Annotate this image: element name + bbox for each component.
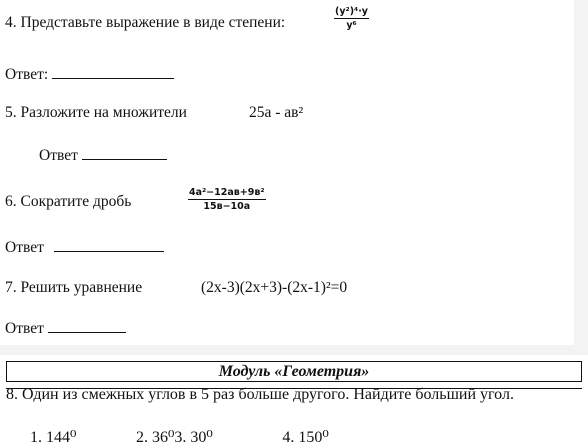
module-title: Модуль «Геометрия» xyxy=(6,361,582,382)
task-4 xyxy=(5,14,285,32)
task-8-text: 8. Один из смежных углов в 5 раз больше другого. Найдите больший угол. xyxy=(6,386,514,403)
task-4-numerator: (y²)⁴·y xyxy=(335,6,368,17)
answer-6 xyxy=(5,237,164,257)
task-4-text: Представьте выражение в виде степени: xyxy=(20,14,286,31)
answer-4-blank[interactable] xyxy=(52,64,174,79)
task-8-option-1[interactable]: 1. 144⁰ xyxy=(30,429,77,446)
task-8-option-2[interactable]: 2. 36⁰ xyxy=(136,429,175,446)
answer-5-label: Ответ xyxy=(39,147,78,164)
answer-4 xyxy=(5,64,174,84)
task-6 xyxy=(5,193,131,211)
answer-7-label: Ответ xyxy=(5,320,44,337)
task-7-number: 7. xyxy=(5,279,17,296)
answer-6-label: Ответ xyxy=(5,239,44,256)
answer-6-blank[interactable] xyxy=(54,237,164,252)
task-6-number: 6. xyxy=(5,193,17,210)
task-4-fraction xyxy=(334,6,369,31)
task-6-fraction xyxy=(188,187,266,212)
task-7-text: Решить уравнение xyxy=(20,279,143,296)
task-5-number: 5. xyxy=(5,104,17,121)
task-8-option-3[interactable]: 3. 30⁰ xyxy=(174,429,213,446)
task-8-option-4[interactable]: 4. 150⁰ xyxy=(282,429,329,446)
answer-5-blank[interactable] xyxy=(82,145,167,160)
task-6-text: Сократите дробь xyxy=(20,193,132,210)
task-5 xyxy=(5,104,187,122)
answer-7 xyxy=(5,318,126,338)
task-4-number: 4. xyxy=(5,14,17,31)
answer-7-blank[interactable] xyxy=(48,318,126,333)
task-8-options xyxy=(30,427,329,447)
task-6-denominator: 15в−10а xyxy=(203,201,251,212)
answer-5 xyxy=(39,145,167,165)
task-7 xyxy=(5,279,142,297)
task-7-equation: (2х-3)(2х+3)-(2х-1)²=0 xyxy=(201,279,348,296)
task-5-expression: 25а - ав² xyxy=(249,104,304,121)
task-4-denominator: y⁶ xyxy=(346,20,357,31)
task-6-numerator: 4а²−12ав+9в² xyxy=(189,187,265,198)
task-5-text: Разложите на множители xyxy=(20,104,187,121)
answer-4-label: Ответ: xyxy=(5,66,49,83)
geometry-module-section xyxy=(0,355,588,448)
